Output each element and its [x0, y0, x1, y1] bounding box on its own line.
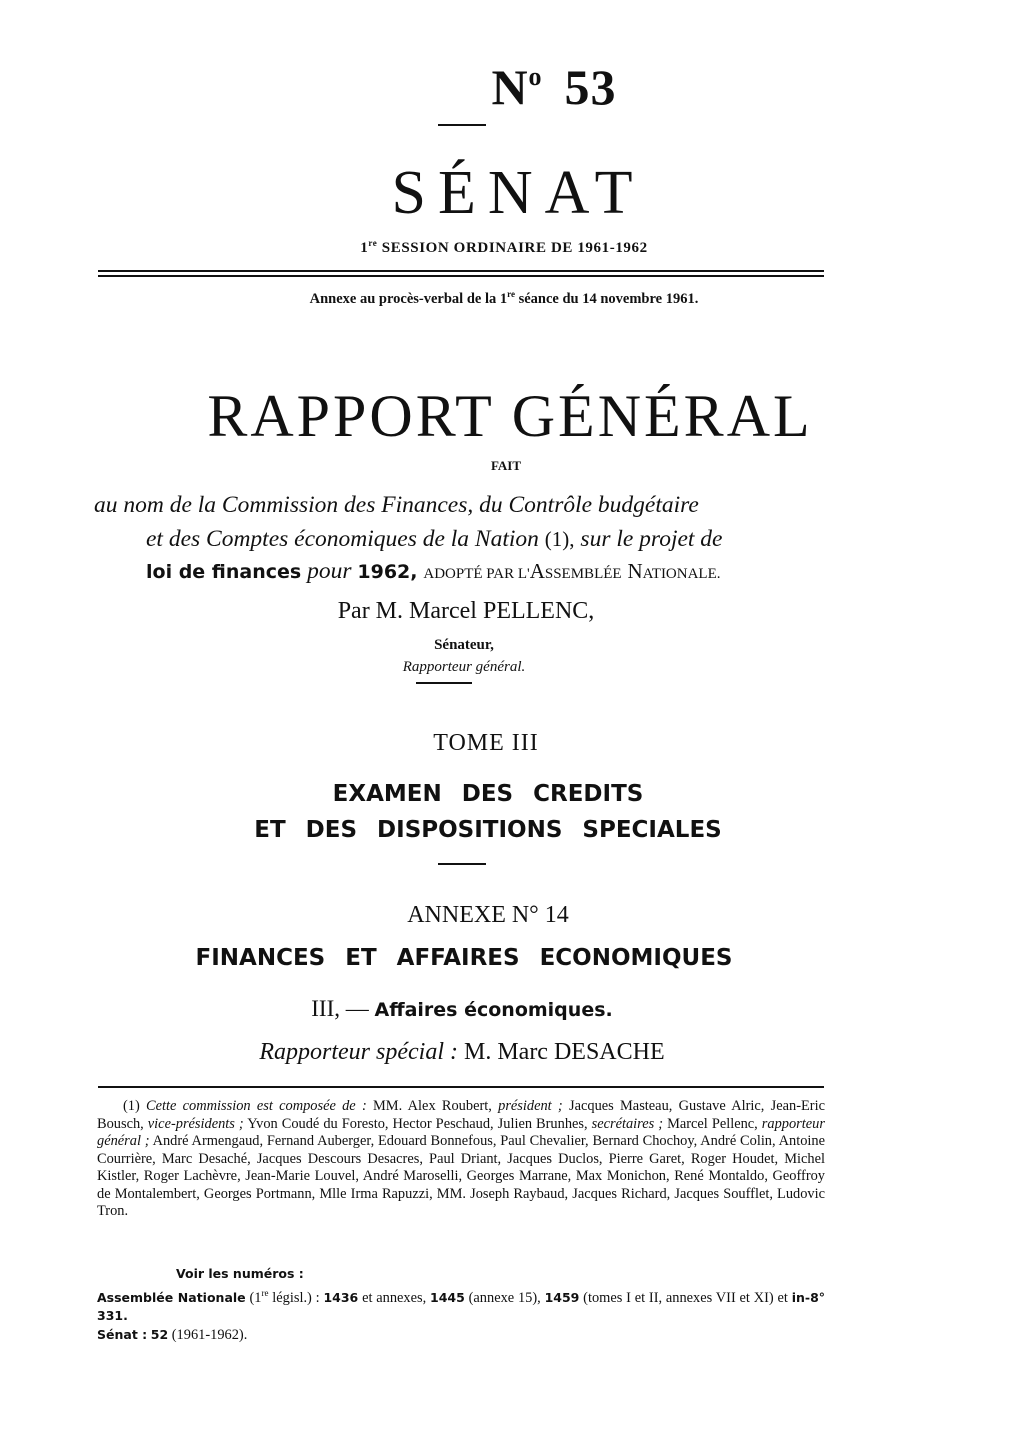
voir-numeros-title: Voir les numéros : — [176, 1266, 304, 1281]
divider-short — [416, 682, 472, 684]
tome-label: TOME III — [433, 730, 539, 756]
divider-double-bottom — [98, 275, 824, 277]
annex-title: FINANCES ET AFFAIRES ECONOMIQUES — [195, 945, 733, 971]
tome-subtitle-1: EXAMEN DES CREDITS — [332, 781, 644, 807]
author-role-senateur: Sénateur, — [434, 637, 494, 653]
intro-line-3: loi de finances pour 1962, ADOPTÉ PAR L'ASSEMBLÉE NATIONALE. — [146, 558, 721, 584]
footnote-divider — [98, 1086, 824, 1088]
voir-assemblee: Assemblée Nationale (1re législ.) : 1436 et annexes, 1445 (annexe 15), 1459 (tomes I et II, annexes VII et XI) et in-8° 331. — [97, 1288, 826, 1323]
report-title: RAPPORT GÉNÉRAL — [207, 383, 813, 449]
tome-subtitle-2: ET DES DISPOSITIONS SPECIALES — [254, 817, 722, 843]
footnote: (1) Cette commission est composée de : MM. Alex Roubert, président ; Jacques Masteau, Gustave Alric, Jean-Eric Bousch, vice-présidents ; Yvon Coudé du Foresto, Hector Peschaud, Julien Brunhes, secrétaires ; Marcel Pellenc, rapporteur général ; André Armengaud, Fernand Auberger, Edouard Bonnefous, Paul Chevalier, Bernard Chochoy, André Colin, Antoine Courrière, Marc Desaché, Jacques Descours Desacres, Paul Driant, Jacques Duclos, Pierre Garet, Roger Houdet, Michel Kistler, Roger Lachèvre, Jean-Marie Louvel, André Maroselli, Georges Marrane, Max Monichon, René Montaldo, Geoffroy de Montalembert, Georges Portmann, Mlle Irma Rapuzzi, MM. Joseph Raybaud, Jacques Richard, Jacques Soufflet, Ludovic Tron. — [97, 1098, 825, 1219]
annex-part: III, — Affaires économiques. — [311, 996, 613, 1021]
annex-proces-verbal: Annexe au procès-verbal de la 1re séance du 14 novembre 1961. — [309, 289, 699, 307]
intro-line-2: et des Comptes économiques de la Nation (1), sur le projet de — [146, 526, 723, 552]
divider-double-top — [98, 270, 824, 272]
voir-senat: Sénat : 52 (1961-1962). — [97, 1327, 248, 1343]
divider-short — [438, 863, 486, 865]
fait-label: FAIT — [490, 458, 522, 473]
chamber-title: SÉNAT — [391, 159, 645, 227]
special-rapporteur: Rapporteur spécial : M. Marc DESACHE — [259, 1039, 665, 1065]
annex-number: ANNEXE N° 14 — [407, 902, 569, 928]
session-line: 1re SESSION ORDINAIRE DE 1961-1962 — [360, 238, 648, 256]
divider-short — [438, 124, 486, 126]
author-role-rapporteur: Rapporteur général. — [402, 659, 526, 675]
document-number: $N^o$ 53 — [491, 59, 617, 115]
intro-line-1: au nom de la Commission des Finances, du Contrôle budgétaire — [94, 492, 699, 518]
author-line: Par M. Marcel PELLENC, — [337, 598, 595, 624]
